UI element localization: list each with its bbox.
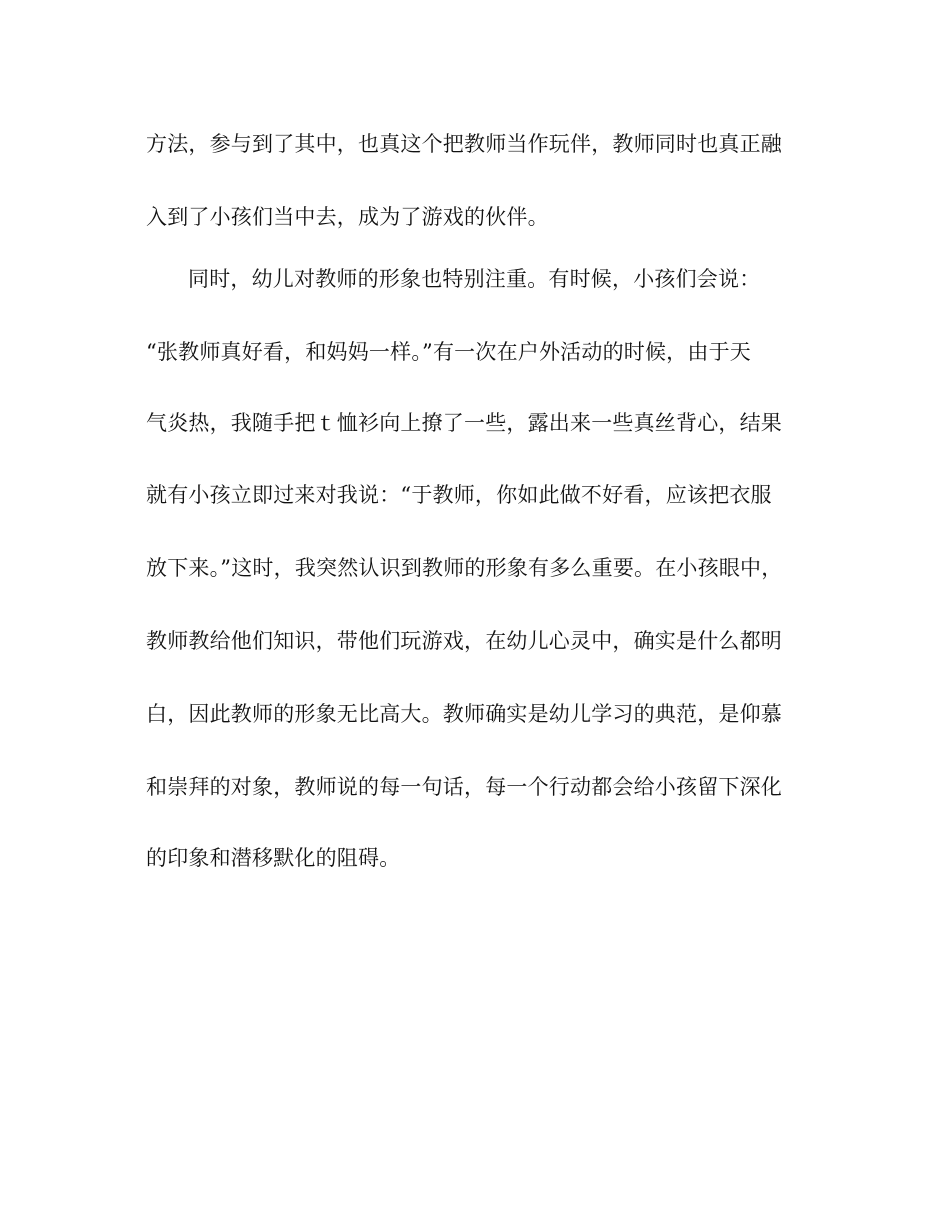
text-line: 的印象和潜移默化的阻碍。 xyxy=(146,846,401,870)
text-line: 方法，参与到了其中，也真这个把教师当作玩伴，教师同时也真正融 xyxy=(146,132,782,156)
text-line: 就有小孩立即过来对我说：“于教师，你如此做不好看，应该把衣服 xyxy=(146,483,772,507)
text-line: 放下来。”这时，我突然认识到教师的形象有多么重要。在小孩眼中， xyxy=(146,556,783,580)
text-line: “张教师真好看，和妈妈一样。”有一次在户外活动的时候，由于天 xyxy=(146,340,751,364)
text-line: 气炎热，我随手把ｔ恤衫向上撩了一些，露出来一些真丝背心，结果 xyxy=(146,411,782,435)
text-line: 入到了小孩们当中去，成为了游戏的伙伴。 xyxy=(146,205,549,229)
text-line: 教师教给他们知识，带他们玩游戏，在幼儿心灵中，确实是什么都明 xyxy=(146,629,782,653)
text-line: 和崇拜的对象，教师说的每一句话，每一个行动都会给小孩留下深化 xyxy=(146,775,782,799)
text-line: 白，因此教师的形象无比高大。教师确实是幼儿学习的典范，是仰慕 xyxy=(146,702,782,726)
text-line: 同时，幼儿对教师的形象也特别注重。有时候，小孩们会说： xyxy=(188,267,761,291)
